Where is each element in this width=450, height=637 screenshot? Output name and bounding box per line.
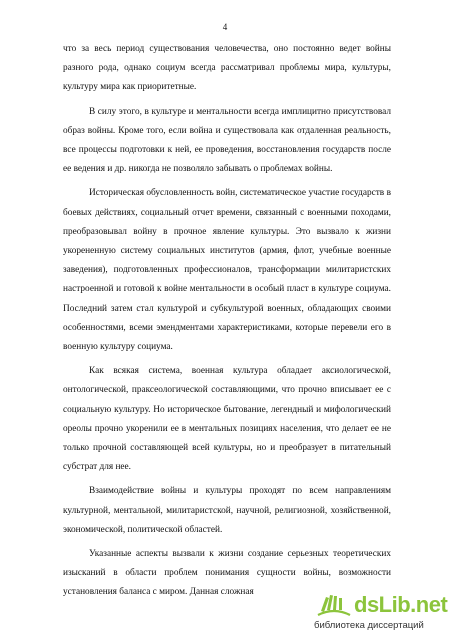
paragraph-3: Историческая обусловленность войн, систематическое участие государств в боевых действиях, социальный отчет времени, связанный с военными походами, преобразовывал войну в прочное явление культуры. Это вызвало к жизни укорененную систему социальных институтов (армия, флот, учебные военные заведения), подготовленных профессионалов, трансформации милитаристских настроенной и готовой к войне ментальности в особый пласт в культуре социума. Последний затем стал культурой и субкультурой военных, обладающих своими особенностями, всеми эмендментами характеристиками, которые перевели его в военную культуру социума. xyxy=(63,188,391,353)
paragraph-2: В силу этого, в культуре и ментальности всегда имплицитно присутствовал образ войны. Кроме того, если война и существовала как отдаленная реальность, все процессы подготовки к ней, ее проведения, восстановления государств после ее ведения и др. никогда не позволяло забывать о проблемах войны. xyxy=(63,106,391,175)
paragraph-5: Взаимодействие войны и культуры проходят по всем направлениям культурной, ментальной, милитаристской, научной, религиозной, хозяйственной, экономической, политической областей. xyxy=(63,486,391,535)
paragraph-6: Указанные аспекты вызвали к жизни создание серьезных теоретических изысканий в области проблем понимания сущности войны, возможности установления баланса с миром. Данная сложная xyxy=(63,549,391,598)
watermark-brand: dsLib.net xyxy=(354,592,448,617)
page-number: 4 xyxy=(222,22,228,32)
dslib-watermark[interactable] xyxy=(310,591,448,635)
body-text xyxy=(63,40,391,603)
books-logo-icon xyxy=(314,591,354,619)
paragraph-4: Как всякая система, военная культура обладает аксиологической, онтологической, праксеологической составляющими, что прочно вписывает ее с социальную культуру. Но историческое бытование, легендный и мифологический ореолы прочно укоренили ее в ментальных позициях населения, что делает ее не только прочной составляющей всей культуры, но и преобразует в питательный субстрат для нее. xyxy=(63,366,391,473)
watermark-subtitle: библиотека диссертаций xyxy=(314,620,424,631)
paragraph-1: что за весь период существования человечества, оно постоянно ведет войны разного рода, однако социум всегда рассматривал проблемы мира, культуры, культуру мира как приоритетные. xyxy=(63,44,391,93)
